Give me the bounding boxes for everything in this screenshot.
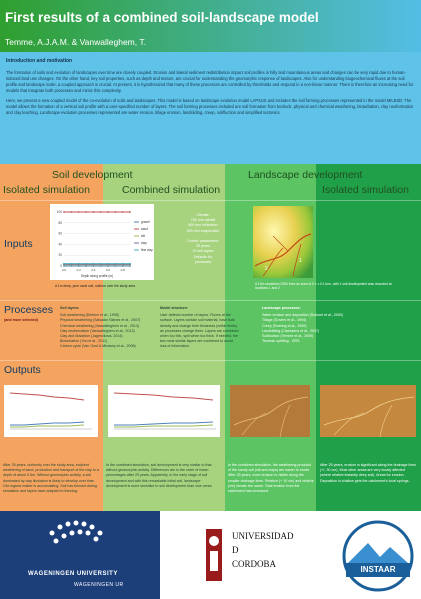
x-tick-label: 0.4 bbox=[91, 268, 96, 272]
intro-heading: Introduction and motivation bbox=[6, 58, 73, 64]
x-axis-label: Depth along profile (m) bbox=[80, 274, 114, 278]
dem-map-graphic bbox=[253, 206, 313, 278]
wageningen-emblem bbox=[0, 511, 160, 571]
process-item: Bioturbation (Yoo et al., 2011) bbox=[60, 339, 108, 344]
processes-label: Processes bbox=[4, 304, 54, 316]
landscape-processes-list bbox=[262, 313, 357, 344]
y-tick-label: 20 bbox=[58, 253, 62, 258]
y-tick-label: 80 bbox=[58, 220, 62, 225]
poster-authors: Temme, A.J.A.M. & Vanwalleghem, T. bbox=[5, 37, 146, 47]
data-point bbox=[100, 263, 102, 265]
soil-layers-list bbox=[60, 313, 150, 349]
model-structure-title: Model structure: bbox=[160, 306, 189, 310]
data-point bbox=[78, 211, 80, 213]
climate-line: 25 years bbox=[196, 244, 210, 249]
output-text-combined-soil: In the combined simulation, soil development is very similar to that without geomorphic activity. Differences are in the order of mean percentages after 25 years. Apparently, in the early stage of soil development and with this remarkable initial soil, landscape development is more sensitive to soil development than vice versa. bbox=[106, 463, 213, 488]
climate-line: 300 mm evaporation bbox=[186, 228, 220, 233]
input-caption-right: A 10m resolution DEM from an area of 0.1 x 0.1 km², with 1 soil development was recorded at locations 1 and 2 bbox=[255, 282, 392, 290]
processes-soil-layers bbox=[60, 306, 150, 350]
heading-combined-simulation: Combined simulation bbox=[122, 184, 221, 196]
cordoba-line1: UNIVERSIDAD bbox=[232, 531, 294, 541]
inputs-label: Inputs bbox=[4, 238, 33, 250]
data-point bbox=[122, 263, 124, 265]
data-point bbox=[85, 263, 87, 265]
y-tick-label: 100 bbox=[56, 210, 62, 214]
input-chart-panel bbox=[50, 204, 154, 280]
output-map-isolated bbox=[320, 385, 416, 437]
legend-label: fine clay bbox=[141, 248, 153, 253]
instaar-text: INSTAAR bbox=[360, 565, 396, 574]
data-point bbox=[129, 263, 131, 265]
cordoba-line2: D bbox=[232, 545, 239, 555]
process-item: Clay neoformation (Vanwalleghem et al., 2013) bbox=[60, 328, 135, 333]
intro-paragraph-2: Here, we present a new coupled model of the co-evolution of soils and landscapes. This model is based on landscape evolution model LAPSUS and includes the soil forming processes represented in the model MILESD. The model allows the formation of a vertical soil profile with a user-specified number of layers. The soil forming processes included are soil formation from bedrock, physical and chemical weathering, bioturbation, clay neoformation and clay leaching. Landscape evolution processes represented are water erosion, tillage erosion, landsliding, creep, solifluction and simplified tectonics. bbox=[6, 97, 414, 115]
cordoba-line3: CORDOBA bbox=[232, 559, 277, 569]
climate-parameters bbox=[178, 213, 228, 265]
data-point bbox=[107, 263, 109, 265]
output-map-combined bbox=[230, 385, 310, 437]
data-point bbox=[70, 263, 72, 265]
output-text-combined-landscape: In the combined simulation, the weathering products of the sandy soil (silt and clays) are easier to erode. After 25 years, more erosion is visible along the smaller drainage lines. Relative (+ 10 cm) and relative (cm) remain the same. Total erosion from the catchment has increased. bbox=[228, 463, 314, 494]
data-point bbox=[129, 211, 131, 213]
y-tick-label: 0 bbox=[60, 264, 62, 268]
wageningen-line2: WAGENINGEN UR bbox=[74, 582, 124, 588]
process-item: Landsliding (Claessens et al., 2007) bbox=[262, 328, 320, 333]
process-item: Clay and illuviation (Jagercikova, 2014) bbox=[60, 334, 123, 339]
logo-bar bbox=[0, 511, 421, 599]
data-point bbox=[92, 263, 94, 265]
process-item: Chemical weathering (Vanwalleghem et al., 2013) bbox=[60, 323, 140, 328]
processes-model-structure bbox=[160, 306, 240, 350]
processes-side-note: (and more selected) bbox=[4, 318, 38, 322]
data-point bbox=[85, 211, 87, 213]
cordoba-logo bbox=[200, 525, 320, 591]
y-tick-label: 40 bbox=[58, 242, 62, 247]
heading-landscape-development: Landscape development bbox=[248, 169, 363, 181]
output-chart-isolated-graphic bbox=[4, 385, 98, 437]
output-map-combined-graphic bbox=[230, 385, 310, 437]
poster-title: First results of a combined soil-landscape model bbox=[5, 10, 319, 25]
data-point bbox=[70, 211, 72, 213]
data-point bbox=[114, 263, 116, 265]
map-label-2: 1 bbox=[299, 258, 302, 264]
climate-line: processes bbox=[194, 259, 212, 264]
poster-header bbox=[0, 0, 421, 52]
y-tick-label: 60 bbox=[58, 231, 62, 236]
heading-isolated-simulation-2: Isolated simulation bbox=[322, 184, 409, 196]
output-chart-combined-graphic bbox=[108, 385, 220, 437]
data-point bbox=[92, 211, 94, 213]
process-item: Soil weathering (Dietrich et al., 1995) bbox=[60, 313, 119, 318]
legend-label: silt bbox=[141, 234, 145, 239]
data-point bbox=[122, 211, 124, 213]
data-point bbox=[63, 211, 65, 213]
dem-map bbox=[253, 206, 313, 278]
x-tick-label: 0.0 bbox=[61, 268, 67, 272]
data-point bbox=[78, 263, 80, 265]
cordoba-emblem bbox=[200, 525, 228, 585]
intro-section bbox=[0, 52, 421, 164]
heading-soil-development: Soil development bbox=[52, 169, 133, 181]
x-tick-label: 0.6 bbox=[105, 268, 111, 272]
processes-landscape bbox=[262, 306, 357, 344]
output-chart-combined bbox=[108, 385, 220, 437]
legend-label: gravel bbox=[141, 220, 150, 225]
process-item: Creep (Roering et al., 1999) bbox=[262, 323, 307, 328]
intro-paragraph-1: The formation of soils and evolution of landscapes over time are closely coupled. Erosion and lateral sediment redistribution impact soil profiles in hilly and mountainous areas and changes can be very rapid due to human-induced land use changes. On the other hand, key soil properties, such as depth and texture, are crucial for understanding the geomorphic response of landscapes. Also for understanding biogeochemical fluxes at the soil profile and landscape scale, a coupled approach is crucial. At present, it is hypothesized that many of these processes are controlled by thresholds and respond in a non-linear manner. There is therefore an increasing need for models that integrate both processes and mimic this complexity. bbox=[6, 70, 414, 93]
legend-label: clay bbox=[141, 241, 147, 246]
climate-line: 500 mm infiltration bbox=[188, 223, 218, 228]
process-item: Solifluction (Temme et al., 2009) bbox=[262, 334, 314, 339]
process-item: Tillage (Govers et al., 1994) bbox=[262, 318, 307, 323]
instaar-emblem bbox=[338, 519, 418, 593]
process-item: Carbon cycle (Van Oost & Minasny et al., 2008) bbox=[60, 344, 136, 349]
legend-label: sand bbox=[141, 227, 148, 232]
data-point bbox=[114, 211, 116, 213]
climate-line: 750 mm rainfall bbox=[190, 218, 216, 223]
process-item: Physical weathering (Salvador Blanes et al., 2007) bbox=[60, 318, 141, 323]
outputs-label: Outputs bbox=[4, 364, 41, 376]
climate-line: Defaults for bbox=[193, 254, 213, 259]
x-tick-label: 0.2 bbox=[76, 268, 81, 272]
climate-line: Climate: bbox=[196, 213, 210, 217]
instaar-logo bbox=[338, 519, 418, 593]
wageningen-logo bbox=[0, 511, 160, 599]
data-point bbox=[100, 211, 102, 213]
climate-line: Control parameters: bbox=[187, 239, 219, 244]
output-chart-isolated bbox=[4, 385, 98, 437]
landscape-processes-title: Landscape processes: bbox=[262, 306, 301, 310]
map-label-1: 2 bbox=[265, 266, 268, 272]
model-structure-text: User defined number of layers. Fluxes at the surface. Layers contain soil material, have bulk density and change their thickness (within limits) as processes change them. Layers are combined when too thin, split when too thick. If needed, the two most similar layers are combined to avoid loss of information. bbox=[160, 313, 239, 349]
climate-line: 10 soil layers bbox=[192, 249, 214, 254]
process-item: Tectonic uplifting - GRS bbox=[262, 339, 300, 344]
soil-layers-title: Soil layers: bbox=[60, 306, 80, 310]
output-text-isolated-soil: After 25 years, uniformly over the study area, incipient weathering of sand, production and transport of the clay to a depth of about 0.5m. Without geomorphic activity, a soil dominated by clay illuviation is likely to develop over time. Old organic matter is accumulating. Soil has thinned during simulation and layers have adapted to thinning. bbox=[3, 463, 99, 494]
data-point bbox=[107, 211, 109, 213]
output-text-isolated-landscape: After 25 years, erosion is significant along the drainage lines (+/- 30 cm). Most other areas are very slowly affected (where relative instantly deep soil). Areas for erosion. Deposition in shallow gets the catchment's local springs. bbox=[320, 463, 416, 483]
wageningen-line1: WAGENINGEN UNIVERSITY bbox=[28, 571, 118, 577]
x-tick-label: 0.8 bbox=[120, 268, 125, 272]
input-caption-left: A 1m deep, pure sand soil, uniform over the study area bbox=[55, 284, 136, 288]
texture-depth-chart bbox=[50, 204, 154, 280]
heading-isolated-simulation-1: Isolated simulation bbox=[3, 184, 90, 196]
process-item: Water erosion and deposition (Schoorl et al., 2000) bbox=[262, 313, 343, 318]
output-map-isolated-graphic bbox=[320, 385, 416, 437]
data-point bbox=[63, 263, 65, 265]
